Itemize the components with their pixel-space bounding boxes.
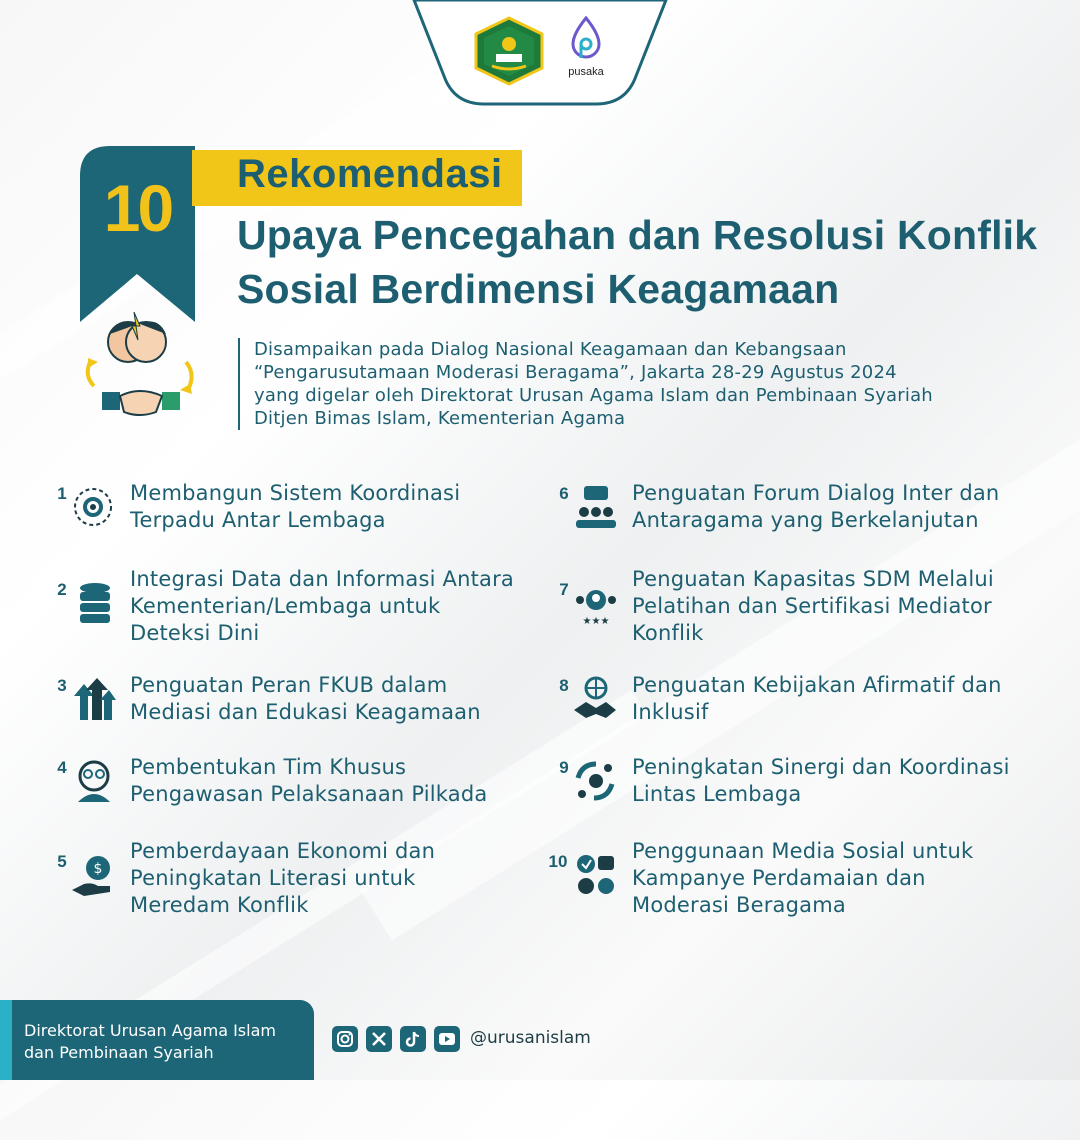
recommendation-line: Mediasi dan Edukasi Keagamaan xyxy=(130,700,481,724)
title-line-3: Sosial Berdimensi Keagamaan xyxy=(237,266,840,312)
social-media-icon xyxy=(572,852,618,898)
instagram-icon[interactable] xyxy=(332,1026,358,1052)
pusaka-logo xyxy=(562,16,610,86)
growth-arrows-icon xyxy=(70,676,116,722)
recommendation-number: 10 xyxy=(548,852,568,871)
pusaka-brand-label: pusaka xyxy=(568,66,604,78)
subtitle-line: Disampaikan pada Dialog Nasional Keagamaan dan Kebangsaan xyxy=(254,339,847,360)
recommendation-line: Kampanye Perdamaian dan xyxy=(632,866,926,890)
subtitle-line: yang digelar oleh Direktorat Urusan Agama Islam dan Pembinaan Syariah xyxy=(254,385,933,406)
footer-org-line: Direktorat Urusan Agama Islam xyxy=(24,1021,276,1040)
recommendation-text xyxy=(130,566,514,647)
recommendation-number: 3 xyxy=(57,676,67,695)
recommendation-line: Penguatan Peran FKUB dalam xyxy=(130,673,448,697)
recommendation-line: Penguatan Kebijakan Afirmatif dan xyxy=(632,673,1002,697)
x-icon[interactable] xyxy=(366,1026,392,1052)
globe-handshake-icon xyxy=(572,676,618,722)
title-line-2: Upaya Pencegahan dan Resolusi Konflik xyxy=(237,212,1038,258)
footer-accent-bar xyxy=(0,1000,12,1080)
recommendation-text xyxy=(632,672,1002,726)
recommendation-number: 9 xyxy=(559,758,569,777)
recommendation-line: Pengawasan Pelaksanaan Pilkada xyxy=(130,782,488,806)
footer-org-line: dan Pembinaan Syariah xyxy=(24,1043,214,1062)
recommendation-text xyxy=(632,566,994,647)
forum-dialog-icon xyxy=(572,484,618,530)
recommendation-line: Penggunaan Media Sosial untuk xyxy=(632,839,974,863)
recommendation-line: Pemberdayaan Ekonomi dan xyxy=(130,839,436,863)
surveillance-person-icon xyxy=(70,758,116,804)
recommendation-line: Pembentukan Tim Khusus xyxy=(130,755,407,779)
recommendation-line: Integrasi Data dan Informasi Antara xyxy=(130,567,515,591)
recommendation-line: Konflik xyxy=(632,621,704,645)
database-icon xyxy=(70,580,116,626)
recommendation-line: Pelatihan dan Sertifikasi Mediator xyxy=(632,594,992,618)
recommendation-text xyxy=(130,838,435,919)
recommendation-text xyxy=(130,480,460,534)
title-line-1: Rekomendasi xyxy=(237,152,503,196)
recommendation-number: 6 xyxy=(559,484,569,503)
pusaka-drop-icon xyxy=(569,16,603,62)
tiktok-icon[interactable] xyxy=(400,1026,426,1052)
gear-network-icon xyxy=(70,484,116,530)
footer-org-name xyxy=(24,1020,276,1064)
recommendation-number: 1 xyxy=(57,484,67,503)
recommendation-number: 8 xyxy=(559,676,569,695)
recommendation-line: Moderasi Beragama xyxy=(632,893,846,917)
kemenag-logo xyxy=(472,16,546,86)
recommendation-number: 5 xyxy=(57,852,67,871)
synergy-hands-icon xyxy=(572,758,618,804)
conflict-resolution-illustration xyxy=(80,312,200,424)
recommendation-line: Lintas Lembaga xyxy=(632,782,802,806)
ribbon-number: 10 xyxy=(103,171,172,245)
youtube-icon[interactable] xyxy=(434,1026,460,1052)
recommendation-number: 4 xyxy=(57,758,67,777)
recommendation-text xyxy=(632,838,973,919)
recommendation-text xyxy=(130,672,481,726)
recommendation-text xyxy=(632,754,1010,808)
subtitle-block xyxy=(238,338,933,430)
recommendation-text xyxy=(632,480,999,534)
recommendation-number: 2 xyxy=(57,580,67,599)
subtitle-line: “Pengarusutamaan Moderasi Beragama”, Jakarta 28-29 Agustus 2024 xyxy=(254,362,897,383)
recommendation-line: Kementerian/Lembaga untuk xyxy=(130,594,441,618)
recommendation-line: Peningkatan Sinergi dan Koordinasi xyxy=(632,755,1010,779)
svg-text:★★★: ★★★ xyxy=(582,616,610,626)
recommendation-line: Antaragama yang Berkelanjutan xyxy=(632,508,979,532)
recommendation-line: Membangun Sistem Koordinasi xyxy=(130,481,461,505)
social-handle[interactable]: @urusanislam xyxy=(470,1028,591,1048)
training-certification-icon xyxy=(572,580,618,626)
recommendation-line: Penguatan Kapasitas SDM Melalui xyxy=(632,567,994,591)
recommendation-line: Terpadu Antar Lembaga xyxy=(130,508,386,532)
recommendation-line: Deteksi Dini xyxy=(130,621,260,645)
recommendation-text xyxy=(130,754,487,808)
subtitle-line: Ditjen Bimas Islam, Kementerian Agama xyxy=(254,408,626,429)
recommendation-line: Inklusif xyxy=(632,700,709,724)
recommendation-line: Meredam Konflik xyxy=(130,893,309,917)
recommendation-number: 7 xyxy=(559,580,569,599)
recommendation-line: Peningkatan Literasi untuk xyxy=(130,866,416,890)
svg-text:$: $ xyxy=(93,861,103,877)
recommendation-line: Penguatan Forum Dialog Inter dan xyxy=(632,481,1000,505)
money-hand-icon xyxy=(70,852,116,898)
